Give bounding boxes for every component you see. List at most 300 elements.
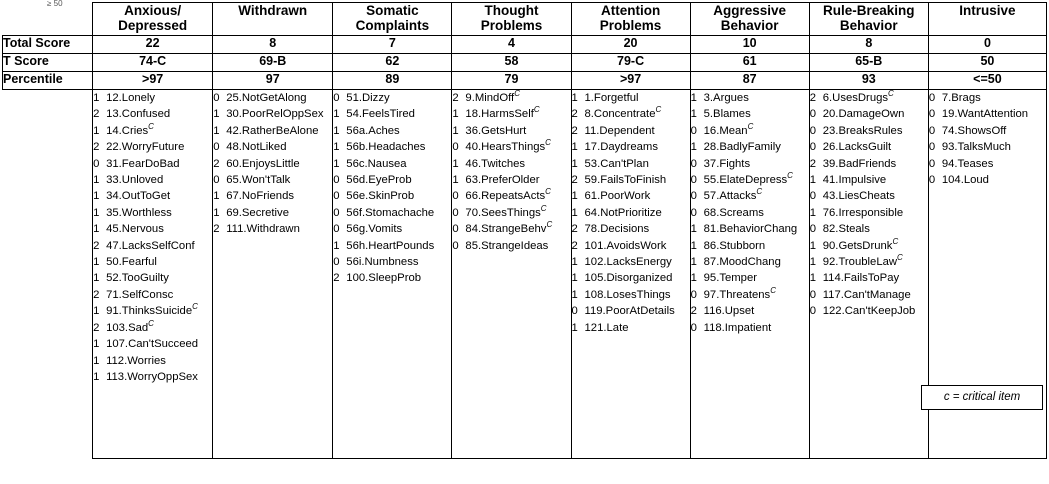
item-label: 108.LosesThings <box>584 288 671 301</box>
item-label: 56g.Vomits <box>346 223 403 236</box>
item-score: 1 <box>93 272 100 285</box>
item-score: 1 <box>333 141 340 154</box>
column-header-thought-problems: Thought Problems <box>452 3 571 36</box>
item-score: 0 <box>809 223 817 236</box>
item-label: 54.FeelsTired <box>346 108 415 121</box>
item-score: 1 <box>571 190 578 203</box>
percentile-attention-problems: >97 <box>571 72 690 90</box>
item-entry <box>93 254 212 270</box>
item-score: 0 <box>333 206 340 219</box>
item-entry <box>810 221 928 237</box>
item-score: 0 <box>213 174 220 187</box>
item-score: 0 <box>571 305 578 318</box>
item-label: 6.UsesDrugs <box>822 92 889 104</box>
item-score: 0 <box>452 190 459 203</box>
item-score: 0 <box>690 206 697 219</box>
item-entry <box>93 336 212 352</box>
item-score: 1 <box>93 370 100 383</box>
item-entry <box>93 369 212 385</box>
item-label: 25.NotGetAlong <box>226 92 307 104</box>
item-entry <box>333 172 451 188</box>
item-score: 1 <box>690 223 697 236</box>
item-entry <box>810 90 928 106</box>
item-entry <box>691 270 809 286</box>
item-score: 1 <box>571 288 578 301</box>
item-entry <box>810 172 928 188</box>
total-score-intrusive: 0 <box>928 36 1046 54</box>
item-label: 95.Temper <box>703 272 757 285</box>
item-entry <box>810 254 928 270</box>
item-score: 2 <box>571 239 578 252</box>
t-score-rule-breaking-behavior: 65-B <box>809 54 928 72</box>
item-label: 36.GetsHurt <box>465 124 527 137</box>
item-label: 9.MindOff <box>465 92 515 104</box>
item-label: 86.Stubborn <box>703 239 766 252</box>
total-score-rule-breaking-behavior: 8 <box>809 36 928 54</box>
item-label: 16.Mean <box>703 124 748 137</box>
item-label: 78.Decisions <box>584 223 650 236</box>
item-entry <box>333 254 451 270</box>
item-label: 104.Loud <box>941 174 989 187</box>
item-entry <box>810 287 928 303</box>
item-entry <box>452 205 570 221</box>
critical-item-marker: C <box>148 122 154 132</box>
item-score: 1 <box>809 272 817 285</box>
item-label: 102.LacksEnergy <box>584 256 672 269</box>
item-entry <box>572 238 690 254</box>
item-entry <box>691 156 809 172</box>
item-score: 1 <box>452 157 459 170</box>
item-score: 2 <box>93 288 100 301</box>
item-label: 61.PoorWork <box>584 190 651 203</box>
item-score: 0 <box>690 124 697 137</box>
items-withdrawn <box>213 90 333 459</box>
column-header-rule-breaking-behavior: Rule-Breaking Behavior <box>809 3 928 36</box>
item-entry <box>691 139 809 155</box>
item-label: 103.Sad <box>106 321 149 334</box>
item-score: 1 <box>93 190 100 203</box>
item-score: 1 <box>690 256 697 269</box>
item-entry <box>333 139 451 155</box>
item-entry <box>93 205 212 221</box>
items-somatic-complaints <box>333 90 452 459</box>
item-label: 23.BreaksRules <box>822 124 903 137</box>
item-score: 1 <box>333 157 340 170</box>
item-label: 74.ShowsOff <box>941 124 1007 137</box>
item-score: 1 <box>571 141 578 154</box>
item-score: 0 <box>690 321 697 334</box>
column-header-aggressive-behavior: Aggressive Behavior <box>690 3 809 36</box>
item-score: 1 <box>690 272 697 285</box>
item-score: 0 <box>333 174 340 187</box>
item-score: 1 <box>93 223 100 236</box>
total-score-thought-problems: 4 <box>452 36 571 54</box>
item-score: 1 <box>333 239 340 252</box>
item-entry <box>213 188 332 204</box>
item-entry <box>691 221 809 237</box>
item-label: 5.Blames <box>703 108 751 121</box>
item-label: 56b.Headaches <box>346 141 426 154</box>
item-score: 2 <box>93 239 100 252</box>
item-score: 1 <box>93 92 100 104</box>
item-score: 1 <box>809 174 817 187</box>
item-entry <box>93 303 212 319</box>
item-label: 47.LacksSelfConf <box>106 239 195 252</box>
item-label: 56h.HeartPounds <box>346 239 435 252</box>
percentile-rule-breaking-behavior: 93 <box>809 72 928 90</box>
item-entry <box>929 156 1046 172</box>
item-entry <box>452 123 570 139</box>
item-entry <box>452 156 570 172</box>
item-label: 56c.Nausea <box>346 157 407 170</box>
item-label: 121.Late <box>584 321 629 334</box>
items-rule-breaking-behavior <box>809 90 928 459</box>
item-label: 105.Disorganized <box>584 272 673 285</box>
item-entry <box>810 139 928 155</box>
critical-item-marker: C <box>897 253 903 263</box>
row-label-percentile: Percentile <box>3 72 93 90</box>
item-entry <box>213 106 332 122</box>
item-entry <box>213 172 332 188</box>
item-score: 0 <box>928 108 936 121</box>
item-score: 1 <box>452 124 459 137</box>
item-score: 1 <box>452 108 459 121</box>
item-label: 59.FailsToFinish <box>584 174 667 187</box>
item-label: 111.Withdrawn <box>226 223 300 236</box>
item-label: 19.WantAttention <box>941 108 1029 121</box>
item-entry <box>93 139 212 155</box>
item-score: 1 <box>690 141 697 154</box>
item-entry <box>333 238 451 254</box>
item-score: 1 <box>571 92 578 104</box>
item-score: 1 <box>213 108 220 121</box>
critical-item-marker: C <box>540 204 547 214</box>
item-entry <box>810 205 928 221</box>
item-label: 8.Concentrate <box>584 108 656 121</box>
syndrome-scale-sheet <box>0 2 1049 484</box>
item-score: 1 <box>93 206 100 219</box>
row-label-total-score: Total Score <box>3 36 93 54</box>
critical-item-marker: C <box>892 236 899 246</box>
column-header-somatic-complaints: Somatic Complaints <box>333 3 452 36</box>
item-entry <box>93 238 212 254</box>
item-label: 76.Irresponsible <box>822 206 904 219</box>
item-score: 0 <box>333 190 340 203</box>
t-score-intrusive: 50 <box>928 54 1046 72</box>
item-label: 20.DamageOwn <box>822 108 905 121</box>
item-entry <box>810 238 928 254</box>
critical-item-marker: C <box>747 122 754 132</box>
critical-item-marker: C <box>787 171 793 181</box>
item-entry <box>572 270 690 286</box>
item-label: 13.Confused <box>106 108 171 121</box>
total-score-row <box>3 36 1047 54</box>
item-score: 1 <box>809 256 817 269</box>
item-score: 1 <box>213 124 220 137</box>
item-label: 30.PoorRelOppSex <box>226 108 324 121</box>
item-score: 0 <box>93 157 100 170</box>
percentile-intrusive: <=50 <box>928 72 1046 90</box>
item-label: 56a.Aches <box>346 124 400 137</box>
item-label: 56f.Stomachache <box>346 206 435 219</box>
item-label: 55.ElateDepress <box>703 174 788 187</box>
item-score: 0 <box>928 124 936 137</box>
item-label: 51.Dizzy <box>346 92 390 104</box>
item-score: 1 <box>571 256 578 269</box>
item-score: 0 <box>809 190 817 203</box>
item-score: 1 <box>571 321 578 334</box>
item-score: 0 <box>809 124 817 137</box>
item-score: 0 <box>333 256 340 269</box>
item-label: 112.Worries <box>106 354 166 367</box>
item-score: 2 <box>809 92 817 104</box>
item-entry <box>213 221 332 237</box>
item-label: 1.Forgetful <box>584 92 639 104</box>
syndrome-table <box>2 2 1047 459</box>
item-label: 92.TroubleLaw <box>822 256 898 269</box>
item-score: 0 <box>213 141 220 154</box>
item-score: 2 <box>213 157 220 170</box>
t-score-attention-problems: 79-C <box>571 54 690 72</box>
items-row <box>3 90 1047 459</box>
item-entry <box>572 90 690 106</box>
t-score-thought-problems: 58 <box>452 54 571 72</box>
item-label: 63.PreferOlder <box>465 174 540 187</box>
item-entry <box>572 139 690 155</box>
item-score: 1 <box>690 108 697 121</box>
critical-item-marker: C <box>545 138 551 148</box>
item-label: 118.Impatient <box>703 321 772 334</box>
item-label: 42.RatherBeAlone <box>226 124 319 137</box>
item-score: 2 <box>93 141 100 154</box>
item-score: 2 <box>213 223 220 236</box>
item-entry <box>691 123 809 139</box>
critical-item-marker: C <box>192 302 198 312</box>
item-entry <box>929 123 1046 139</box>
item-score: 0 <box>690 157 697 170</box>
item-entry <box>929 139 1046 155</box>
item-label: 48.NotLiked <box>226 141 287 154</box>
item-score: 0 <box>333 223 340 236</box>
item-label: 34.OutToGet <box>106 190 171 203</box>
item-entry <box>572 172 690 188</box>
item-entry <box>93 172 212 188</box>
item-score: 0 <box>690 190 697 203</box>
item-entry <box>452 106 570 122</box>
item-entry <box>572 221 690 237</box>
item-entry <box>572 320 690 336</box>
item-entry <box>691 172 809 188</box>
item-entry <box>333 270 451 286</box>
item-entry <box>572 188 690 204</box>
item-entry <box>333 188 451 204</box>
item-entry <box>213 205 332 221</box>
item-label: 43.LiesCheats <box>822 190 895 203</box>
item-score: 0 <box>333 92 340 104</box>
item-label: 119.PoorAtDetails <box>584 305 675 318</box>
item-label: 57.Attacks <box>703 190 757 203</box>
percentile-somatic-complaints: 89 <box>333 72 452 90</box>
item-label: 3.Argues <box>703 92 749 104</box>
item-entry <box>572 106 690 122</box>
item-entry <box>93 106 212 122</box>
item-entry <box>691 238 809 254</box>
item-label: 69.Secretive <box>226 206 289 219</box>
item-entry <box>572 254 690 270</box>
item-entry <box>691 90 809 106</box>
item-label: 114.FailsToPay <box>822 272 900 285</box>
item-entry <box>93 188 212 204</box>
critical-item-marker: C <box>148 318 154 328</box>
item-label: 35.Worthless <box>106 206 172 219</box>
item-label: 17.Daydreams <box>584 141 658 154</box>
item-label: 68.Screams <box>703 206 764 219</box>
item-label: 39.BadFriends <box>822 157 897 170</box>
item-label: 116.Upset <box>703 305 755 318</box>
t-score-anxious-depressed: 74-C <box>93 54 213 72</box>
item-score: 1 <box>213 206 220 219</box>
item-entry <box>213 139 332 155</box>
item-score: 0 <box>213 92 220 104</box>
item-score: 1 <box>333 124 340 137</box>
item-entry <box>572 287 690 303</box>
item-score: 2 <box>571 174 578 187</box>
total-score-attention-problems: 20 <box>571 36 690 54</box>
item-label: 45.Nervous <box>106 223 164 236</box>
item-entry <box>93 221 212 237</box>
item-entry <box>929 90 1046 106</box>
items-aggressive-behavior <box>690 90 809 459</box>
item-entry <box>333 123 451 139</box>
item-label: 56e.SkinProb <box>346 190 415 203</box>
item-score: 2 <box>571 108 578 121</box>
items-attention-problems <box>571 90 690 459</box>
item-label: 31.FearDoBad <box>106 157 180 170</box>
item-label: 70.SeesThings <box>465 206 541 219</box>
item-score: 0 <box>809 305 817 318</box>
total-score-withdrawn: 8 <box>213 36 333 54</box>
t-score-somatic-complaints: 62 <box>333 54 452 72</box>
item-score: 1 <box>93 174 100 187</box>
item-entry <box>213 156 332 172</box>
item-entry <box>929 172 1046 188</box>
column-header-withdrawn: Withdrawn <box>213 3 333 36</box>
item-entry <box>213 90 332 106</box>
critical-item-marker: C <box>655 105 662 115</box>
critical-item-marker: C <box>546 220 553 230</box>
item-score: 2 <box>571 124 578 137</box>
item-label: 81.BehaviorChang <box>703 223 798 236</box>
item-label: 14.Cries <box>106 124 149 137</box>
item-score: 1 <box>571 272 578 285</box>
item-entry <box>810 123 928 139</box>
item-label: 41.Impulsive <box>822 174 887 187</box>
item-score: 1 <box>93 124 100 137</box>
item-entry <box>333 90 451 106</box>
item-entry <box>810 188 928 204</box>
item-entry <box>333 106 451 122</box>
item-entry <box>452 172 570 188</box>
item-score: 1 <box>93 354 100 367</box>
item-entry <box>691 320 809 336</box>
item-label: 87.MoodChang <box>703 256 781 269</box>
item-score: 2 <box>571 223 578 236</box>
item-score: 1 <box>571 206 578 219</box>
item-label: 97.Threatens <box>703 288 771 301</box>
item-score: 0 <box>452 141 459 154</box>
item-entry <box>93 287 212 303</box>
column-header-anxious-depressed: Anxious/ Depressed <box>93 3 213 36</box>
total-score-somatic-complaints: 7 <box>333 36 452 54</box>
item-score: 0 <box>928 174 936 187</box>
item-label: 71.SelfConsc <box>106 288 174 301</box>
item-label: 22.WorryFuture <box>106 141 185 154</box>
item-score: 2 <box>809 157 817 170</box>
item-label: 56i.Numbness <box>346 256 419 269</box>
item-label: 101.AvoidsWork <box>584 239 667 252</box>
item-score: 1 <box>690 239 697 252</box>
table-header-row <box>3 3 1047 36</box>
item-entry <box>810 270 928 286</box>
item-score: 1 <box>93 305 100 318</box>
item-score: 1 <box>93 338 100 351</box>
total-score-anxious-depressed: 22 <box>93 36 213 54</box>
item-label: 85.StrangeIdeas <box>465 239 549 252</box>
item-score: 0 <box>690 174 697 187</box>
total-score-aggressive-behavior: 10 <box>690 36 809 54</box>
item-score: 1 <box>333 108 340 121</box>
item-label: 37.Fights <box>703 157 751 170</box>
item-score: 2 <box>333 272 340 285</box>
item-label: 82.Steals <box>822 223 870 236</box>
item-label: 84.StrangeBehv <box>465 223 547 236</box>
item-label: 65.Won'tTalk <box>226 174 291 187</box>
item-entry <box>572 123 690 139</box>
item-score: 0 <box>928 141 936 154</box>
item-entry <box>93 156 212 172</box>
item-entry <box>691 188 809 204</box>
item-entry <box>333 221 451 237</box>
critical-item-marker: C <box>533 105 540 115</box>
item-label: 46.Twitches <box>465 157 526 170</box>
item-label: 93.TalksMuch <box>941 141 1011 154</box>
item-score: 0 <box>928 157 936 170</box>
top-fragment-text: ≥ 50 <box>47 0 63 8</box>
row-label-t-score: T Score <box>3 54 93 72</box>
items-row-blank-label <box>3 90 93 459</box>
item-score: 0 <box>452 206 459 219</box>
item-score: 0 <box>809 141 817 154</box>
item-score: 1 <box>809 239 817 252</box>
item-label: 26.LacksGuilt <box>822 141 892 154</box>
item-score: 1 <box>452 174 459 187</box>
item-entry <box>691 287 809 303</box>
percentile-thought-problems: 79 <box>452 72 571 90</box>
item-entry <box>691 106 809 122</box>
item-score: 0 <box>809 288 817 301</box>
item-entry <box>93 353 212 369</box>
item-score: 0 <box>809 108 817 121</box>
critical-item-marker: C <box>514 89 520 99</box>
item-entry <box>452 221 570 237</box>
percentile-withdrawn: 97 <box>213 72 333 90</box>
item-label: 28.BadlyFamily <box>703 141 781 154</box>
item-label: 122.Can'tKeepJob <box>822 305 916 318</box>
item-entry <box>810 106 928 122</box>
item-label: 40.HearsThings <box>465 141 546 154</box>
item-label: 67.NoFriends <box>226 190 295 203</box>
items-thought-problems <box>452 90 571 459</box>
